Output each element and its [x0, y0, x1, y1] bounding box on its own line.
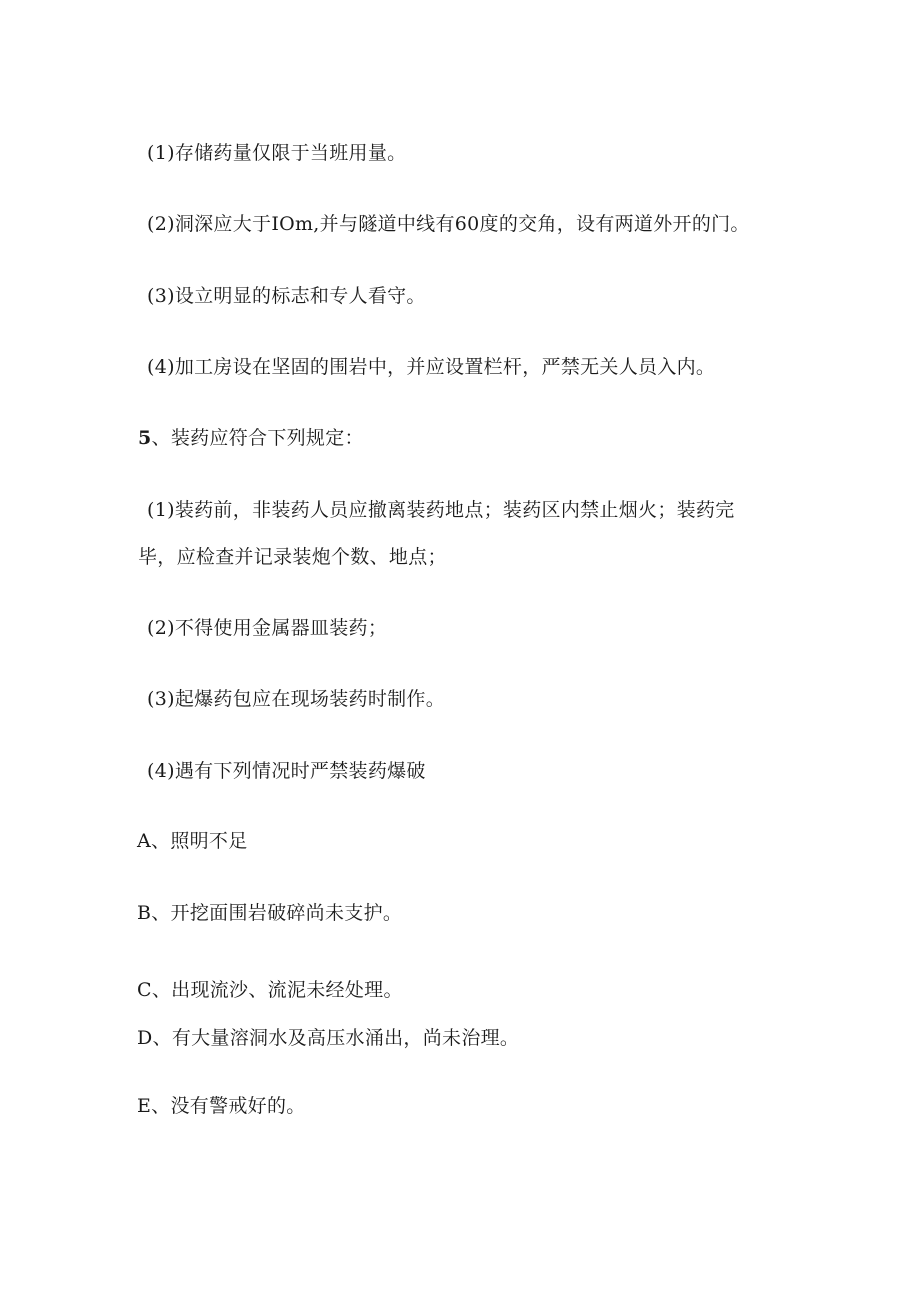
charging-rule-4: (4)遇有下列情况时严禁装药爆破	[147, 760, 426, 782]
section-5-heading	[138, 426, 364, 450]
charging-rule-3: (3)起爆药包应在现场装药时制作。	[147, 688, 446, 710]
storage-rule-4: (4)加工房设在坚固的围岩中，并应设置栏杆，严禁无关人员入内。	[147, 356, 716, 378]
storage-rule-3: (3)设立明显的标志和专人看守。	[147, 285, 426, 307]
condition-d: D、有大量溶洞水及高压水涌出，尚未治理。	[137, 1027, 520, 1049]
charging-rule-2: (2)不得使用金属器皿装药；	[147, 617, 388, 639]
section-5-title: 、装药应符合下列规定：	[151, 427, 364, 449]
condition-a: A、照明不足	[137, 830, 248, 852]
charging-rule-1-line-1: (1)装药前，非装药人员应撤离装药地点；装药区内禁止烟火；装药完	[147, 499, 735, 521]
condition-e: E、没有警戒好的。	[137, 1095, 306, 1117]
condition-b: B、开挖面围岩破碎尚未支护。	[137, 902, 403, 924]
section-5-number: 5	[138, 427, 152, 449]
charging-rule-1-line-2: 毕，应检查并记录装炮个数、地点；	[138, 546, 447, 568]
storage-rule-2: (2)洞深应大于IOm,并与隧道中线有60度的交角，设有两道外开的门。	[147, 213, 750, 235]
condition-c: C、出现流沙、流泥未经处理。	[137, 979, 403, 1001]
storage-rule-1: (1)存储药量仅限于当班用量。	[147, 142, 407, 164]
